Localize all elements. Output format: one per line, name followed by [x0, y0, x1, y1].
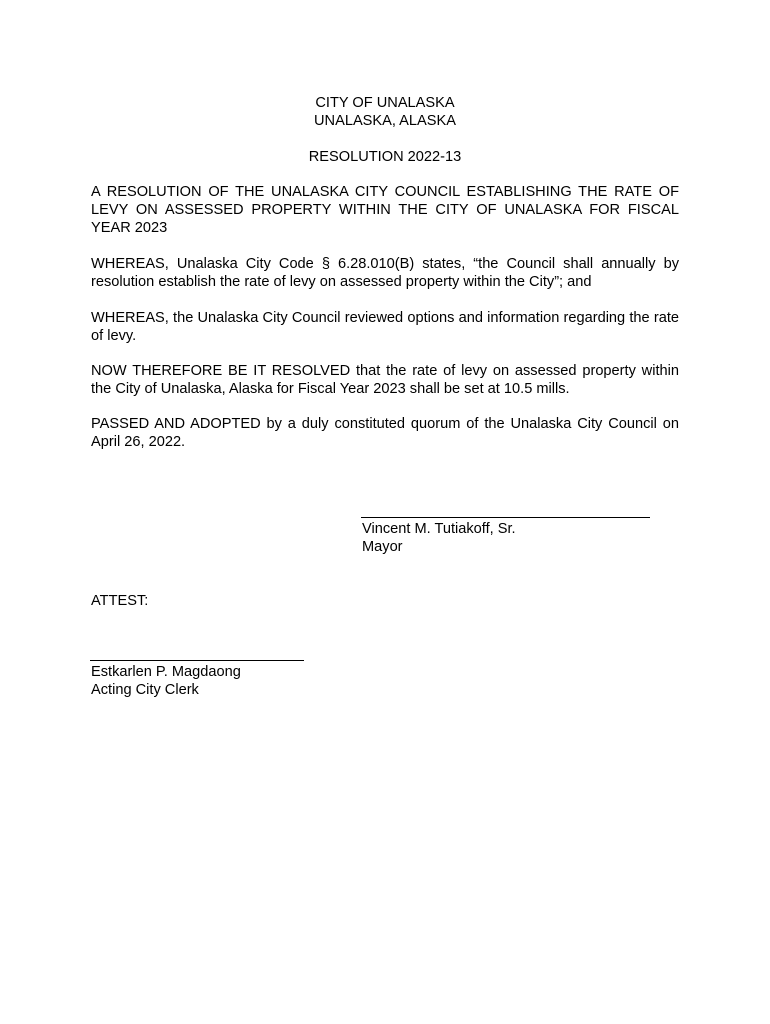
mayor-name: Vincent M. Tutiakoff, Sr.: [362, 521, 516, 537]
resolution-number: RESOLUTION 2022-13: [308, 149, 462, 165]
clerk-signature-line: [90, 660, 304, 661]
city-location: UNALASKA, ALASKA: [314, 113, 456, 129]
mayor-title: Mayor: [362, 539, 403, 555]
resolution-title: A RESOLUTION OF THE UNALASKA CITY COUNCIL ESTABLISHING THE RATE OF LEVY ON ASSESSED PROPERTY WITHIN THE CITY OF UNALASKA FOR FISCAL YEAR 2023: [91, 184, 679, 236]
mayor-signature-line: [361, 517, 650, 518]
city-name: CITY OF UNALASKA: [315, 95, 455, 111]
clerk-name: Estkarlen P. Magdaong: [91, 664, 241, 680]
attest-label: ATTEST:: [91, 593, 149, 609]
whereas-clause-2: WHEREAS, the Unalaska City Council reviewed options and information regarding the rate of levy.: [91, 310, 679, 344]
clerk-title: Acting City Clerk: [91, 682, 199, 698]
passed-adopted-clause: PASSED AND ADOPTED by a duly constituted quorum of the Unalaska City Council on April 26, 2022.: [91, 416, 679, 450]
whereas-clause-1: WHEREAS, Unalaska City Code § 6.28.010(B) states, “the Council shall annually by resolution establish the rate of levy on assessed property within the City”; and: [91, 256, 679, 290]
resolved-clause: NOW THEREFORE BE IT RESOLVED that the rate of levy on assessed property within the City of Unalaska, Alaska for Fiscal Year 2023 shall be set at 10.5 mills.: [91, 363, 679, 397]
